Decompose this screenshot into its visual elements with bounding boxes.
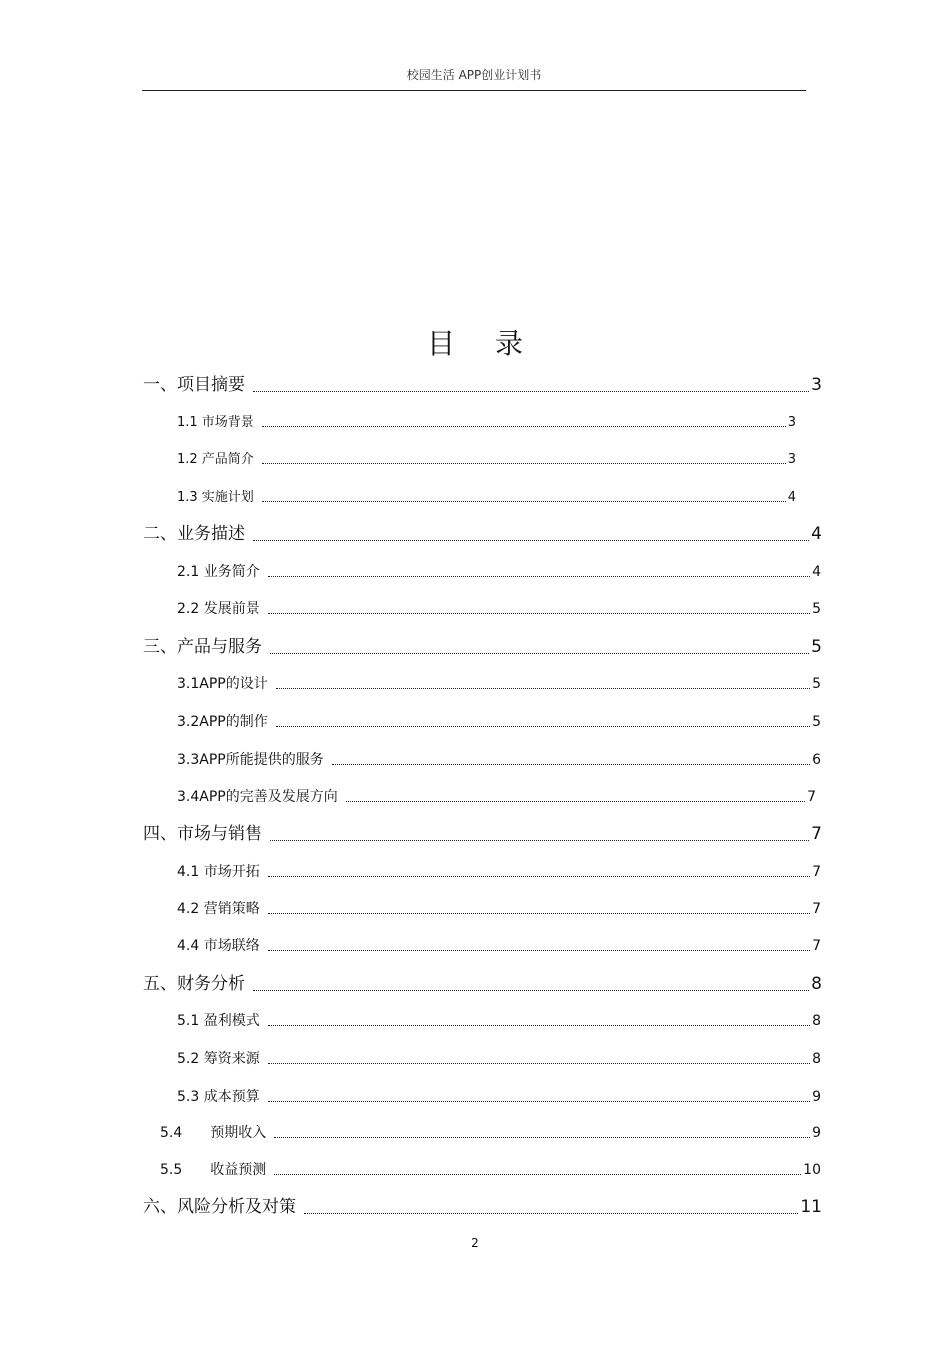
dot-leader (274, 1174, 801, 1175)
dot-leader (270, 653, 809, 654)
toc-entry-5-2[interactable]: 5.2 筹资来源 8 (177, 1051, 821, 1067)
toc-entry-section-3[interactable]: 三、产品与服务 5 (143, 637, 822, 657)
toc-entry-section-1[interactable]: 一、项目摘要 3 (143, 375, 822, 395)
toc-title: 目录 (426, 327, 563, 360)
toc-entry-3-4[interactable]: 3.4APP的完善及发展方向 7 (177, 789, 816, 805)
toc-entry-1-2[interactable]: 1.2 产品简介 3 (177, 452, 796, 467)
toc-entry-5-5[interactable]: 5.5 收益预测 10 (160, 1162, 821, 1178)
dot-leader (332, 764, 810, 765)
toc-entry-1-1[interactable]: 1.1 市场背景 3 (177, 415, 796, 430)
dot-leader (253, 990, 809, 991)
toc-entry-section-5[interactable]: 五、财务分析 8 (143, 974, 822, 994)
dot-leader (268, 950, 810, 951)
toc-entry-3-2[interactable]: 3.2APP的制作 5 (177, 714, 821, 730)
toc-entry-section-2[interactable]: 二、业务描述 4 (143, 524, 822, 544)
dot-leader (268, 1025, 810, 1026)
running-header: 校园生活 APP创业计划书 (406, 68, 542, 82)
dot-leader (253, 391, 809, 392)
dot-leader (268, 1063, 810, 1064)
toc-entry-5-3[interactable]: 5.3 成本预算 9 (177, 1089, 821, 1105)
toc-entry-4-4[interactable]: 4.4 市场联络 7 (177, 938, 821, 954)
toc-entry-section-6[interactable]: 六、风险分析及对策 11 (143, 1197, 822, 1217)
dot-leader (346, 801, 805, 802)
dot-leader (270, 840, 809, 841)
dot-leader (253, 540, 809, 541)
header-rule (142, 90, 806, 91)
toc-entry-4-1[interactable]: 4.1 市场开拓 7 (177, 864, 821, 880)
dot-leader (268, 576, 810, 577)
toc-entry-3-1[interactable]: 3.1APP的设计 5 (177, 676, 821, 692)
dot-leader (304, 1213, 798, 1214)
dot-leader (262, 426, 786, 427)
toc-entry-4-2[interactable]: 4.2 营销策略 7 (177, 901, 821, 917)
toc-entry-2-2[interactable]: 2.2 发展前景 5 (177, 601, 821, 617)
dot-leader (276, 688, 810, 689)
dot-leader (268, 876, 810, 877)
dot-leader (276, 726, 810, 727)
dot-leader (268, 913, 810, 914)
dot-leader (262, 501, 786, 502)
dot-leader (274, 1137, 810, 1138)
toc-entry-3-3[interactable]: 3.3APP所能提供的服务 6 (177, 752, 821, 768)
toc-entry-section-4[interactable]: 四、市场与销售 7 (143, 824, 822, 844)
toc-entry-1-3[interactable]: 1.3 实施计划 4 (177, 490, 796, 505)
dot-leader (268, 613, 810, 614)
dot-leader (262, 463, 786, 464)
toc-entry-2-1[interactable]: 2.1 业务简介 4 (177, 564, 821, 580)
toc-entry-5-1[interactable]: 5.1 盈利模式 8 (177, 1013, 821, 1029)
page-number: 2 (471, 1236, 479, 1250)
dot-leader (268, 1101, 810, 1102)
toc-entry-5-4[interactable]: 5.4 预期收入 9 (160, 1125, 821, 1141)
